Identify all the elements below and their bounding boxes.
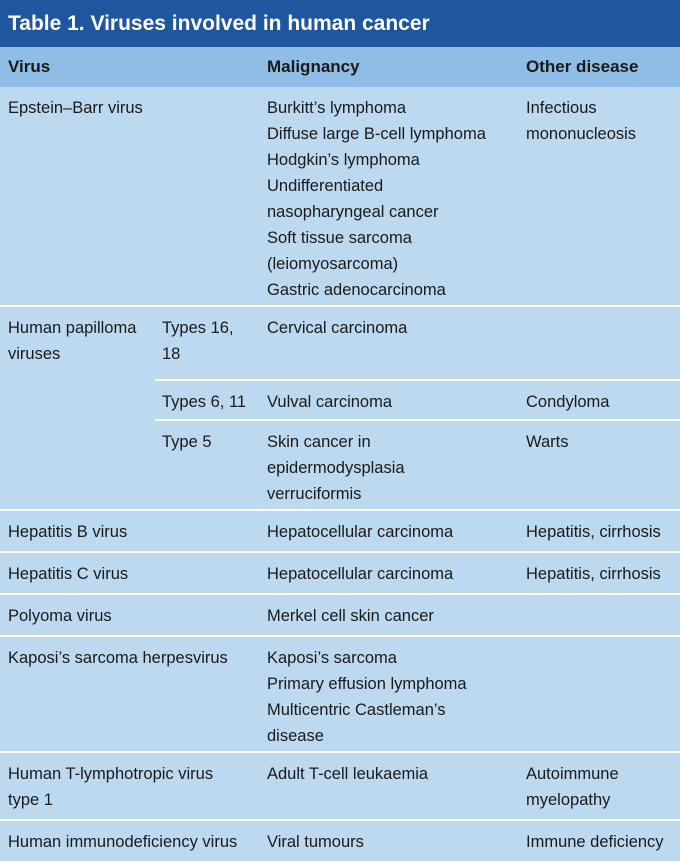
table-row <box>0 307 680 379</box>
table-title: Table 1. Viruses involved in human cancer <box>0 0 680 47</box>
table-row <box>0 821 680 861</box>
cell-line: Kaposi’s sarcoma herpesvirus <box>8 649 228 667</box>
table-row <box>0 87 680 305</box>
cell-line: Multicentric Castleman’s <box>267 701 446 719</box>
cell-line: epidermodysplasia <box>267 459 405 477</box>
cell-line: Cervical carcinoma <box>267 319 408 337</box>
cell-malignancy <box>267 315 407 341</box>
cell-type <box>162 315 234 367</box>
cell-line: Hepatitis, cirrhosis <box>526 523 661 541</box>
table-row <box>0 553 680 593</box>
cell-malignancy <box>267 95 486 303</box>
cell-other-disease <box>526 95 636 147</box>
cell-line: Types 6, 11 <box>162 393 247 411</box>
cell-line: mononucleosis <box>526 125 637 143</box>
cell-line: viruses <box>8 345 61 363</box>
cell-line: Infectious <box>526 99 597 117</box>
table-row <box>0 595 680 635</box>
cell-line: disease <box>267 727 324 745</box>
header-virus: Virus <box>8 57 51 76</box>
cell-virus <box>8 645 228 671</box>
cell-line: Autoimmune <box>526 765 619 783</box>
cell-virus <box>8 829 237 855</box>
cell-virus <box>8 761 213 813</box>
cell-line: myelopathy <box>526 791 611 809</box>
cell-line: Burkitt’s lymphoma <box>267 99 407 117</box>
cell-line: Adult T-cell leukaemia <box>267 765 429 783</box>
header-other-disease: Other disease <box>526 57 639 76</box>
cell-other-disease <box>526 519 661 545</box>
cell-line: Types 16, <box>162 319 234 337</box>
cell-line: Condyloma <box>526 393 610 411</box>
cell-line: Immune deficiency <box>526 833 664 851</box>
cell-malignancy <box>267 603 434 629</box>
cell-other-disease <box>526 829 664 855</box>
cell-line: Type 5 <box>162 433 212 451</box>
table-row <box>0 637 680 751</box>
cell-line: type 1 <box>8 791 53 809</box>
cell-line: Hepatocellular carcinoma <box>267 523 454 541</box>
table-row <box>0 381 680 419</box>
table-row <box>0 511 680 551</box>
cell-other-disease <box>526 761 619 813</box>
cell-line: Hepatitis C virus <box>8 565 129 583</box>
table-header-row <box>0 47 680 87</box>
cell-line: Merkel cell skin cancer <box>267 607 434 625</box>
cell-malignancy <box>267 429 405 507</box>
cell-line: Human immunodeficiency virus <box>8 833 238 851</box>
cell-virus <box>8 315 136 367</box>
cell-line: nasopharyngeal cancer <box>267 203 439 221</box>
cell-line: Polyoma virus <box>8 607 112 625</box>
table-row <box>0 421 680 509</box>
cell-line: (leiomyosarcoma) <box>267 255 399 273</box>
cell-line: verruciformis <box>267 485 362 503</box>
cell-line: Diffuse large B-cell lymphoma <box>267 125 486 143</box>
cell-virus <box>8 561 128 587</box>
cell-other-disease <box>526 561 661 587</box>
cell-other-disease <box>526 389 609 415</box>
cell-virus <box>8 603 112 629</box>
cell-malignancy <box>267 561 453 587</box>
cell-line: Soft tissue sarcoma <box>267 229 412 247</box>
cell-line: Viral tumours <box>267 833 364 851</box>
cell-line: Warts <box>526 433 569 451</box>
cell-malignancy <box>267 519 453 545</box>
cell-line: Hodgkin’s lymphoma <box>267 151 420 169</box>
cell-line: Skin cancer in <box>267 433 371 451</box>
cell-line: Hepatitis B virus <box>8 523 128 541</box>
cell-line: Epstein–Barr virus <box>8 99 143 117</box>
cell-malignancy <box>267 645 467 749</box>
cell-type <box>162 389 246 415</box>
table-row <box>0 753 680 819</box>
cell-malignancy <box>267 389 392 415</box>
cell-line: Vulval carcinoma <box>267 393 393 411</box>
cell-type <box>162 429 212 455</box>
cell-line: Primary effusion lymphoma <box>267 675 467 693</box>
header-malignancy: Malignancy <box>267 57 360 76</box>
cell-line: Kaposi’s sarcoma <box>267 649 397 667</box>
cell-line: Human T-lymphotropic virus <box>8 765 214 783</box>
cell-line: Gastric adenocarcinoma <box>267 281 446 299</box>
cell-other-disease <box>526 429 568 455</box>
cell-virus <box>8 95 143 121</box>
cell-line: 18 <box>162 345 181 363</box>
cell-line: Hepatocellular carcinoma <box>267 565 454 583</box>
cell-line: Hepatitis, cirrhosis <box>526 565 661 583</box>
cell-virus <box>8 519 127 545</box>
cell-malignancy <box>267 761 428 787</box>
cell-line: Undifferentiated <box>267 177 384 195</box>
cell-line: Human papilloma <box>8 319 137 337</box>
cell-malignancy <box>267 829 364 855</box>
